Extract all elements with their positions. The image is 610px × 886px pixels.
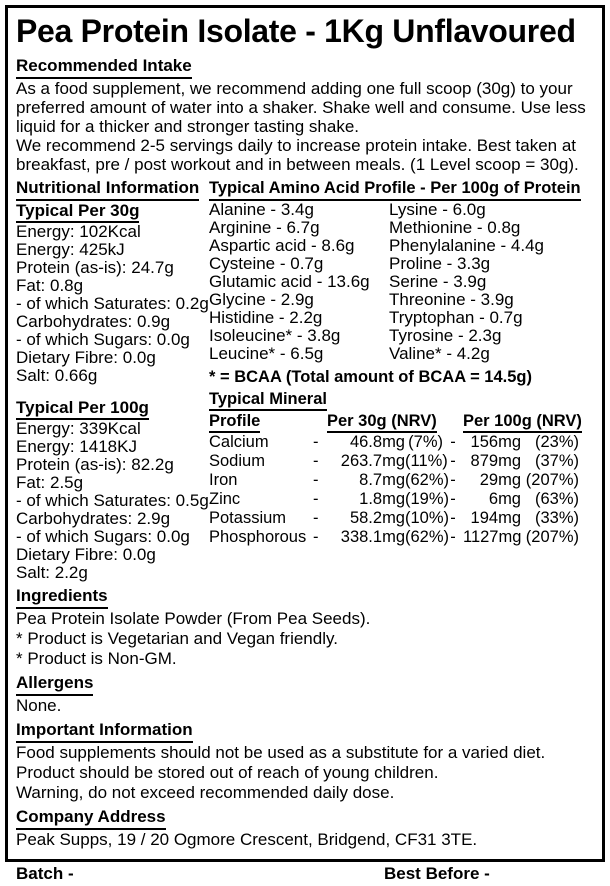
mineral-row	[209, 528, 594, 547]
intake-line: We recommend 2-5 servings daily to increase protein intake. Best taken at	[16, 136, 577, 155]
mineral-name: Iron	[209, 471, 238, 489]
intake-line: breakfast, pre / post workout and in between meals. (1 Level scoop = 30g).	[16, 155, 579, 174]
mineral-dash: -	[450, 471, 456, 489]
amino-item: Phenylalanine - 4.4g	[389, 236, 545, 255]
product-label	[5, 5, 605, 883]
mineral-per30-value: 1.8mg	[359, 490, 405, 508]
per-100g-subheading-row	[16, 398, 209, 420]
nutrition-line: - of which Sugars: 0.0g	[16, 330, 190, 349]
amino-item: Threonine - 3.9g	[389, 290, 514, 309]
amino-item: Tyrosine - 2.3g	[389, 326, 502, 345]
amino-item: Lysine - 6.0g	[389, 200, 486, 219]
nutritional-information-heading: Nutritional Information	[16, 177, 199, 201]
nutritional-information-column	[16, 177, 209, 582]
per-30g-subheading-row	[16, 201, 209, 223]
nutrition-line: Fat: 0.8g	[16, 276, 84, 295]
important-line: Warning, do not exceed recommended daily dose.	[16, 783, 395, 802]
batch-bestbefore-row	[16, 864, 594, 886]
important-information-section	[16, 719, 594, 803]
allergens-heading-row	[16, 672, 594, 696]
mineral-dash: -	[450, 509, 456, 527]
mineral-col-per30-label: Per 30g (NRV)	[327, 411, 437, 433]
intake-line: liquid for a thicker and stronger tasting shake.	[16, 117, 360, 136]
amino-item: Cysteine - 0.7g	[209, 254, 324, 273]
mineral-dash: -	[313, 471, 319, 489]
nutrition-line: Protein (as-is): 24.7g	[16, 258, 174, 277]
mineral-per30-nrv: (62%)	[405, 471, 450, 489]
mineral-row	[209, 509, 594, 528]
allergens-heading: Allergens	[16, 672, 93, 696]
mineral-dash: -	[450, 452, 456, 470]
mineral-per100-nrv: (23%)	[534, 433, 579, 451]
allergens-text: None.	[16, 696, 62, 715]
best-before-label: Best Before -	[384, 864, 490, 883]
ingredients-section	[16, 585, 594, 669]
amino-item: Aspartic acid - 8.6g	[209, 236, 355, 255]
mineral-name: Potassium	[209, 509, 287, 527]
mineral-dash: -	[313, 490, 319, 508]
amino-item: Leucine* - 6.5g	[209, 344, 324, 363]
mineral-per30-value: 338.1mg	[340, 528, 405, 546]
nutrition-line: Protein (as-is): 82.2g	[16, 455, 174, 474]
intake-line: As a food supplement, we recommend adding one full scoop (30g) to your	[16, 79, 573, 98]
mineral-heading-row	[209, 389, 594, 411]
mineral-dash: -	[313, 452, 319, 470]
mineral-per30-nrv: (7%)	[408, 433, 443, 451]
ingredients-line: Pea Protein Isolate Powder (From Pea Seeds).	[16, 609, 371, 628]
important-information-heading: Important Information	[16, 719, 193, 743]
mineral-per100-value: 1127mg	[463, 528, 522, 546]
mineral-dash: -	[313, 528, 319, 546]
mineral-dash: -	[313, 509, 319, 527]
mineral-row	[209, 471, 594, 490]
per-30g-block	[16, 201, 209, 385]
intake-paragraph-2	[16, 136, 594, 174]
mineral-profile-block	[209, 389, 594, 547]
ingredients-line: * Product is Vegetarian and Vegan friendly.	[16, 629, 338, 648]
mineral-per30-value: 263.7mg	[340, 452, 405, 470]
nutrition-line: Energy: 425kJ	[16, 240, 125, 259]
mineral-per100-nrv: (207%)	[525, 471, 579, 489]
allergens-section	[16, 672, 594, 716]
nutrition-line: - of which Sugars: 0.0g	[16, 527, 190, 546]
mineral-per30-nrv: (62%)	[405, 528, 450, 546]
company-heading-row	[16, 806, 594, 830]
mineral-per100-value: 879mg	[470, 452, 521, 470]
mineral-name: Calcium	[209, 433, 269, 451]
ingredients-heading-row	[16, 585, 594, 609]
mineral-row	[209, 433, 594, 452]
mineral-row	[209, 490, 594, 509]
mineral-dash: -	[313, 433, 319, 451]
per-100g-subheading: Typical Per 100g	[16, 398, 149, 420]
amino-mineral-column	[209, 177, 594, 582]
amino-item: Glycine - 2.9g	[209, 290, 314, 309]
mineral-per100-nrv: (37%)	[534, 452, 579, 470]
mineral-heading: Typical Mineral	[209, 389, 327, 411]
nutrition-line: Fat: 2.5g	[16, 473, 84, 492]
ingredients-heading: Ingredients	[16, 585, 108, 609]
amino-acid-grid	[209, 201, 594, 363]
important-heading-row	[16, 719, 594, 743]
mineral-header-row	[209, 411, 594, 433]
mineral-per100-nrv: (63%)	[534, 490, 579, 508]
mineral-per100-value: 6mg	[488, 490, 521, 508]
mineral-per100-nrv: (207%)	[525, 528, 579, 546]
nutrition-line: Salt: 2.2g	[16, 563, 88, 582]
nutritional-information-heading-row	[16, 177, 209, 201]
nutrition-line: Carbohydrates: 2.9g	[16, 509, 171, 528]
mineral-col-profile-label: Profile	[209, 411, 260, 433]
nutrition-line: - of which Saturates: 0.2g	[16, 294, 209, 313]
important-line: Product should be stored out of reach of young children.	[16, 763, 439, 782]
nutrition-line: Dietary Fibre: 0.0g	[16, 545, 156, 564]
mineral-per30-nrv: (11%)	[405, 452, 448, 470]
amino-item: Tryptophan - 0.7g	[389, 308, 523, 327]
amino-item: Methionine - 0.8g	[389, 218, 521, 237]
per-100g-block	[16, 398, 209, 582]
ingredients-line: * Product is Non-GM.	[16, 649, 177, 668]
amino-heading-row	[209, 177, 594, 201]
company-address-heading: Company Address	[16, 806, 166, 830]
recommended-intake-section	[16, 55, 594, 174]
bcaa-note: * = BCAA (Total amount of BCAA = 14.5g)	[209, 368, 532, 386]
mineral-col-per30	[327, 411, 443, 433]
amino-item: Isoleucine* - 3.8g	[209, 326, 341, 345]
mineral-dash: -	[450, 528, 456, 546]
mineral-name: Sodium	[209, 452, 265, 470]
mineral-name: Zinc	[209, 490, 241, 508]
important-line: Food supplements should not be used as a substitute for a varied diet.	[16, 743, 546, 762]
mineral-per100-value: 194mg	[470, 509, 521, 527]
amino-item: Arginine - 6.7g	[209, 218, 320, 237]
mineral-col-profile	[209, 411, 313, 433]
amino-col-1	[209, 201, 389, 363]
mineral-per100-value: 156mg	[470, 433, 521, 451]
nutrition-line: - of which Saturates: 0.5g	[16, 491, 209, 510]
batch-label: Batch -	[16, 864, 74, 883]
mineral-per30-value: 58.2mg	[349, 509, 405, 527]
nutrition-line: Energy: 339Kcal	[16, 419, 141, 438]
recommended-intake-heading-row	[16, 55, 594, 79]
nutrition-line: Carbohydrates: 0.9g	[16, 312, 171, 331]
amino-item: Serine - 3.9g	[389, 272, 487, 291]
product-title: Pea Protein Isolate - 1Kg Unflavoured	[16, 13, 576, 49]
mineral-per30-nrv: (10%)	[405, 509, 450, 527]
nutrition-columns	[16, 177, 594, 582]
mineral-col-per100	[463, 411, 591, 433]
amino-item: Glutamic acid - 13.6g	[209, 272, 370, 291]
mineral-per30-nrv: (19%)	[405, 490, 450, 508]
mineral-per100-value: 29mg	[479, 471, 521, 489]
recommended-intake-heading: Recommended Intake	[16, 55, 192, 79]
amino-item: Histidine - 2.2g	[209, 308, 323, 327]
mineral-dash: -	[450, 433, 456, 451]
amino-profile-heading: Typical Amino Acid Profile - Per 100g of Protein	[209, 177, 581, 201]
mineral-col-per100-label: Per 100g (NRV)	[463, 411, 582, 433]
amino-item: Valine* - 4.2g	[389, 344, 490, 363]
amino-item: Proline - 3.3g	[389, 254, 491, 273]
intake-paragraph-1	[16, 79, 594, 136]
mineral-name: Phosphorous	[209, 528, 307, 546]
amino-col-2	[389, 201, 594, 363]
nutrition-line: Dietary Fibre: 0.0g	[16, 348, 156, 367]
company-address-section	[16, 806, 594, 850]
company-address-text: Peak Supps, 19 / 20 Ogmore Crescent, Bridgend, CF31 3TE.	[16, 830, 478, 849]
mineral-per30-value: 46.8mg	[349, 433, 405, 451]
nutrition-line: Energy: 102Kcal	[16, 222, 141, 241]
mineral-dash: -	[450, 490, 456, 508]
amino-item: Alanine - 3.4g	[209, 200, 314, 219]
nutrition-line: Energy: 1418KJ	[16, 437, 137, 456]
intake-line: preferred amount of water into a shaker. Shake well and consume. Use less	[16, 98, 586, 117]
mineral-per30-value: 8.7mg	[359, 471, 405, 489]
mineral-per100-nrv: (33%)	[534, 509, 579, 527]
nutrition-line: Salt: 0.66g	[16, 366, 98, 385]
mineral-row	[209, 452, 594, 471]
per-30g-subheading: Typical Per 30g	[16, 201, 139, 223]
